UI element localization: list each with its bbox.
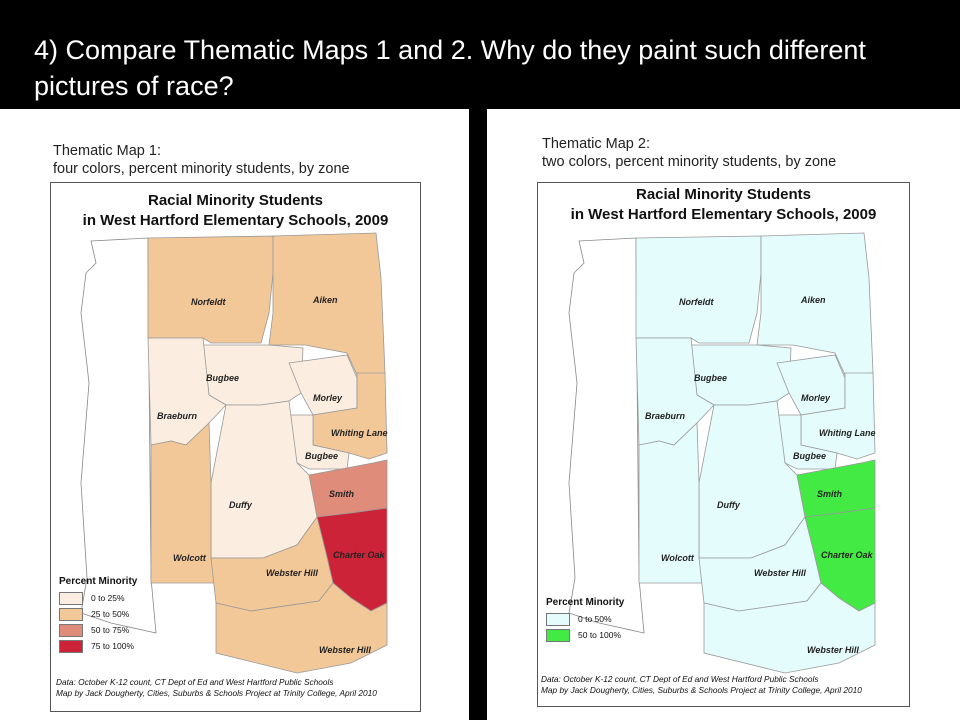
map2-zone-label-whiting-lane: Whiting Lane [819, 428, 876, 438]
map2-zone-label-smith: Smith [817, 489, 843, 499]
map2-zone-label-bugbee2: Bugbee [793, 451, 827, 461]
map2-credit [541, 674, 862, 696]
map1-zone-label-morley: Morley [313, 393, 343, 403]
map1-heading-line1: Racial Minority Students [147, 192, 324, 209]
map1-legend [59, 576, 137, 654]
map2-zone-label-webster-hill: Webster Hill [754, 568, 806, 578]
map1-zone-norfeldt [148, 236, 273, 343]
map1-legend-title: Percent Minority [59, 576, 138, 587]
map2-legend-swatch [546, 629, 570, 642]
map1-zone-morley [289, 355, 357, 415]
map2-zone-label-braeburn: Braeburn [645, 411, 686, 421]
map2-panel-title-line2: two colors, percent minority students, by zone [542, 154, 837, 170]
map2-frame [537, 182, 910, 707]
map1-zone-label-wolcott: Wolcott [173, 553, 206, 563]
map2-zone-label-charter-oak: Charter Oak [821, 550, 873, 560]
map2-zone-label-bugbee: Bugbee [694, 373, 728, 383]
map2-zone-label-norfeldt: Norfeldt [679, 297, 714, 307]
map2-zone-label-webster-hill2: Webster Hill [807, 645, 859, 655]
map1-zone-label-bugbee: Bugbee [206, 373, 240, 383]
map2-heading-line2: in West Hartford Elementary Schools, 2009 [570, 206, 877, 223]
map1-zone-label-smith: Smith [329, 489, 355, 499]
map2-panel-title [542, 135, 836, 171]
map1-zone-label-aiken: Aiken [313, 295, 338, 305]
map1-zone-label-braeburn: Braeburn [157, 411, 198, 421]
map2-outside-area [569, 238, 644, 633]
map1-frame [50, 182, 421, 712]
map2-legend-label: 50 to 100% [578, 630, 622, 640]
map1-legend-label: 0 to 25% [91, 593, 125, 603]
map1-legend-label: 50 to 75% [91, 625, 130, 635]
map1-legend-label: 25 to 50% [91, 609, 130, 619]
map1-zone-label-charter-oak: Charter Oak [333, 550, 385, 560]
map1-legend-row [59, 590, 137, 606]
map2-legend-row [546, 627, 624, 643]
map1-legend-swatch [59, 608, 83, 621]
map2-legend-swatch [546, 613, 570, 626]
map1-zone-label-webster-hill: Webster Hill [266, 568, 318, 578]
map2-panel-title-line1: Thematic Map 2: [542, 136, 650, 152]
map2-legend-row [546, 611, 624, 627]
map2-zone-norfeldt [636, 236, 761, 343]
map2-legend-label: 0 to 50% [578, 614, 612, 624]
map1-legend-row [59, 622, 137, 638]
map1-legend-swatch [59, 640, 83, 653]
map1-panel-title [53, 142, 350, 178]
map1-legend-swatch [59, 624, 83, 637]
map1-credit-line1: Data: October K-12 count, CT Dept of Ed and West Hartford Public Schools [56, 677, 334, 687]
map2-zone-morley [777, 355, 845, 415]
map2-zone-label-duffy: Duffy [717, 500, 740, 510]
map1-outside-area [81, 238, 156, 633]
map1-zone-label-duffy: Duffy [229, 500, 252, 510]
map2-zone-label-wolcott: Wolcott [661, 553, 694, 563]
map2-zone-label-morley: Morley [801, 393, 831, 403]
map2-credit-line1: Data: October K-12 count, CT Dept of Ed and West Hartford Public Schools [541, 674, 819, 684]
map1-heading-line2: in West Hartford Elementary Schools, 2009 [82, 212, 389, 229]
thematic-map-2-panel [487, 109, 960, 720]
map1-credit [56, 677, 377, 699]
map1-zone-label-whiting-lane: Whiting Lane [331, 428, 388, 438]
map2-heading-line1: Racial Minority Students [635, 186, 812, 203]
map2-zone-label-aiken: Aiken [801, 295, 826, 305]
map1-legend-row [59, 638, 137, 654]
map1-legend-label: 75 to 100% [91, 641, 135, 651]
map1-legend-swatch [59, 592, 83, 605]
map1-zone-label-bugbee2: Bugbee [305, 451, 339, 461]
map2-legend-title: Percent Minority [546, 597, 625, 608]
slide-title: 4) Compare Thematic Maps 1 and 2. Why do they paint such different pictures of race? [34, 35, 866, 101]
map1-panel-title-line2: four colors, percent minority students, by zone [53, 161, 350, 177]
map2-credit-line2: Map by Jack Dougherty, Cities, Suburbs & Schools Project at Trinity College, April 2010 [541, 685, 862, 695]
map1-panel-title-line1: Thematic Map 1: [53, 143, 161, 159]
map2-legend [546, 597, 624, 643]
map1-credit-line2: Map by Jack Dougherty, Cities, Suburbs & Schools Project at Trinity College, April 2010 [56, 688, 377, 698]
map1-legend-row [59, 606, 137, 622]
map1-zone-label-norfeldt: Norfeldt [191, 297, 226, 307]
map1-zone-label-webster-hill2: Webster Hill [319, 645, 371, 655]
thematic-map-1-panel [0, 109, 469, 720]
